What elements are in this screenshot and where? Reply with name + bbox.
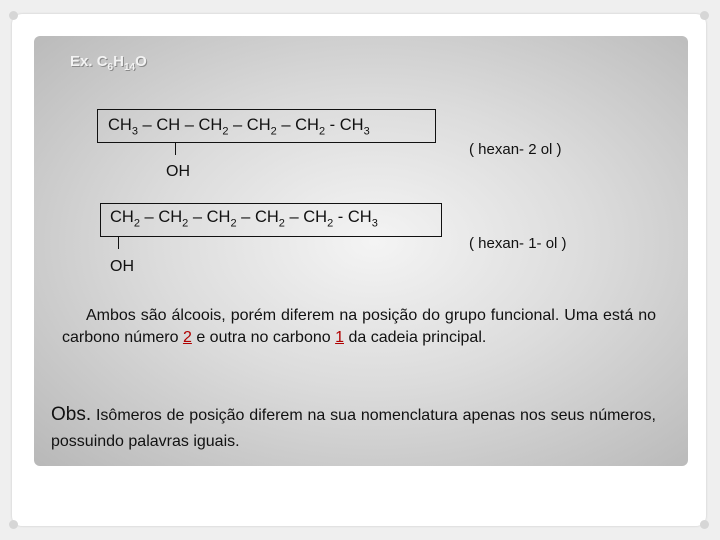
- molecule-2-chain: $CH_2 - CH_2 - CH_2 - CH_2 - CH_2 - CH_3$: [110, 208, 378, 230]
- corner-dot: [700, 520, 709, 529]
- molecule-1-hydroxyl: OH: [166, 163, 190, 180]
- corner-dot: [700, 11, 709, 20]
- molecule-1-chain: $CH_3$ – CH – $CH_2 - CH_2 - CH_2 - CH_3$: [108, 116, 370, 138]
- molecule-2-hydroxyl: OH: [110, 258, 134, 275]
- carbon-number-1: 1: [335, 329, 344, 346]
- observation-paragraph: Obs. Isômeros de posição diferem na sua nomenclatura apenas nos seus números, possuindo palavras iguais.: [51, 404, 656, 450]
- explanation-paragraph: Ambos são álcoois, porém diferem na posição do grupo funcional. Uma está no carbono número 2 e outra no carbono 1 da cadeia principal.: [62, 307, 656, 346]
- observation-label: Obs.: [51, 404, 92, 425]
- corner-dot: [9, 11, 18, 20]
- carbon-number-2: 2: [182, 329, 192, 346]
- bond-line: [175, 142, 176, 155]
- corner-dot: [9, 520, 18, 529]
- molecule-2-name: ( hexan- 1- ol ): [469, 235, 567, 252]
- bond-line: [118, 236, 119, 249]
- example-formula-title: Ex. $C_6H_{14}O$: [70, 53, 147, 73]
- molecule-1-name: ( hexan- 2 ol ): [469, 141, 562, 158]
